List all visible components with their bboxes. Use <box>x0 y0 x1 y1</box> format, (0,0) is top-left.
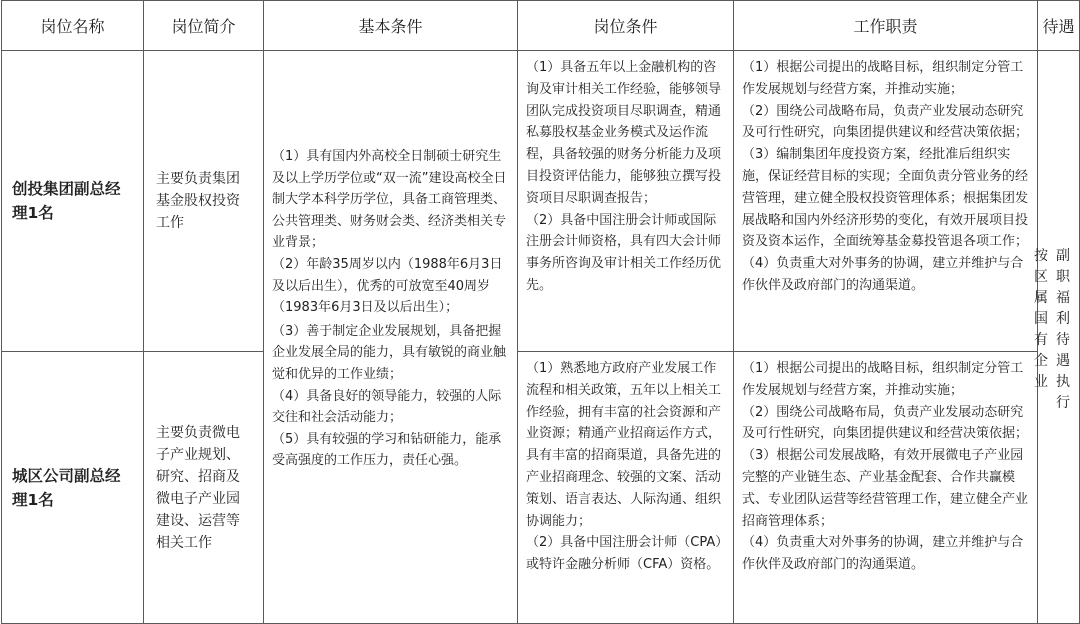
basic-item: （3）善于制定企业发展规划，具备把握企业发展全局的能力，具有敏锐的商业触觉和优异的工作业绩； <box>272 323 507 382</box>
job-title: 城区公司副总经理1名 <box>2 352 144 624</box>
treatment-char: 属 <box>1034 290 1048 306</box>
treatment-char: 业 <box>1034 374 1048 390</box>
duty-item: （2）围绕公司战略布局，负责产业发展动态研究及可行性研究，向集团提供建议和经营决策依据； <box>742 103 1029 141</box>
treatment-col-2 <box>1054 246 1072 414</box>
duty-item: （1）根据公司提出的战略目标，组织制定分管工作发展规划与经营方案，并推动实施； <box>742 361 1024 398</box>
treatment-char: 按 <box>1034 248 1048 264</box>
job-table <box>1 0 1080 624</box>
treatment-col-1 <box>1032 246 1050 393</box>
treatment-char: 遇 <box>1056 353 1070 369</box>
condition-item: （1）具备五年以上金融机构的咨询及审计相关工作经验，能够领导团队完成投资项目尽职调查，精通私募股权基金业务模式及运作流程，具备较强的财务分析能力及项目投资评估能力，能够独立撰写投资项目尽职调查报告； <box>526 60 722 206</box>
basic-conditions-text <box>272 146 508 472</box>
treatment-char: 区 <box>1034 269 1048 285</box>
duty-item: （2）围绕公司战略布局，负责产业发展动态研究及可行性研究，向集团提供建议和经营决策依据； <box>742 404 1029 442</box>
duties-cell <box>734 51 1038 352</box>
duty-item: （4）负责重大对外事务的协调，建立并维护与合作伙伴及政府部门的沟通渠道。 <box>742 535 1024 573</box>
treatment-char: 有 <box>1034 332 1048 348</box>
header-name: 岗位名称 <box>2 1 144 51</box>
header-row <box>2 1 1080 51</box>
condition-item: （2）具备中国注册会计师（CPA）或特许金融分析师（CFA）资格。 <box>526 535 722 573</box>
table-row <box>2 51 1080 352</box>
treatment-char: 行 <box>1056 395 1070 411</box>
header-basic: 基本条件 <box>264 1 518 51</box>
treatment-char: 利 <box>1056 311 1070 327</box>
treatment-char: 国 <box>1034 311 1048 327</box>
treatment-char: 副 <box>1056 248 1070 264</box>
basic-item: （2）年龄35周岁以内（1988年6月3日及以后出生），优秀的可放宽至40周岁（1983年6月3日及以后出生）； <box>272 256 503 316</box>
conditions-cell <box>518 352 734 624</box>
header-duties: 工作职责 <box>734 1 1038 51</box>
treatment-char: 待 <box>1056 332 1070 348</box>
duty-item: （4）负责重大对外事务的协调，建立并维护与合作伙伴及政府部门的沟通渠道。 <box>742 256 1024 293</box>
basic-item: （4）具备良好的领导能力，较强的人际交往和社会活动能力； <box>272 388 502 426</box>
condition-item: （2）具备中国注册会计师或国际注册会计师资格，具有四大会计师事务所咨询及审计相关工作经历优先。 <box>526 212 722 293</box>
treatment-char: 福 <box>1056 290 1070 306</box>
treatment-char: 执 <box>1056 374 1070 390</box>
duty-item: （1）根据公司提出的战略目标，组织制定分管工作发展规划与经营方案，并推动实施； <box>742 60 1024 97</box>
conditions-cell <box>518 51 734 352</box>
header-treatment: 待遇 <box>1038 1 1080 51</box>
header-conditions: 岗位条件 <box>518 1 734 51</box>
basic-item: （5）具有较强的学习和钻研能力，能承受高强度的工作压力，责任心强。 <box>272 431 502 469</box>
job-intro: 主要负责集团基金股权投资工作 <box>144 51 264 352</box>
duty-item: （3）根据公司发展战略，有效开展微电子产业园完整的产业链生态、产业基金配套、合作共赢模式、专业团队运营等经营管理工作，建立健全产业招商管理体系； <box>742 448 1029 529</box>
duties-cell <box>734 352 1038 624</box>
duty-item: （3）编制集团年度投资方案，经批准后组织实施，保证经营目标的实现；全面负责分管业务的经营管理，建立健全股权投资管理体系；根据集团发展战略和国内外经济形势的变化，有效开展项目投资及资本运作，全面统筹基金募投管退各项工作； <box>742 147 1029 250</box>
table-row <box>2 352 1080 624</box>
treatment-char: 职 <box>1056 269 1070 285</box>
header-intro: 岗位简介 <box>144 1 264 51</box>
job-intro: 主要负责微电子产业规划、研究、招商及微电子产业园建设、运营等相关工作 <box>144 352 264 624</box>
basic-item: （1）具有国内外高校全日制硕士研究生及以上学历学位或“双一流”建设高校全日制大学本科学历学位，具备工商管理类、公共管理类、财务财会类、经济类相关专业背景； <box>272 149 507 251</box>
job-title: 创投集团副总经理1名 <box>2 51 144 352</box>
condition-item: （1）熟悉地方政府产业发展工作流程和相关政策，五年以上相关工作经验，拥有丰富的社会资源和产业资源；精通产业招商运作方式，具有丰富的招商渠道，具备先进的产业招商理念、较强的文案、活动策划、语言表达、人际沟通、组织协调能力； <box>526 361 722 529</box>
treatment-char: 企 <box>1034 353 1048 369</box>
